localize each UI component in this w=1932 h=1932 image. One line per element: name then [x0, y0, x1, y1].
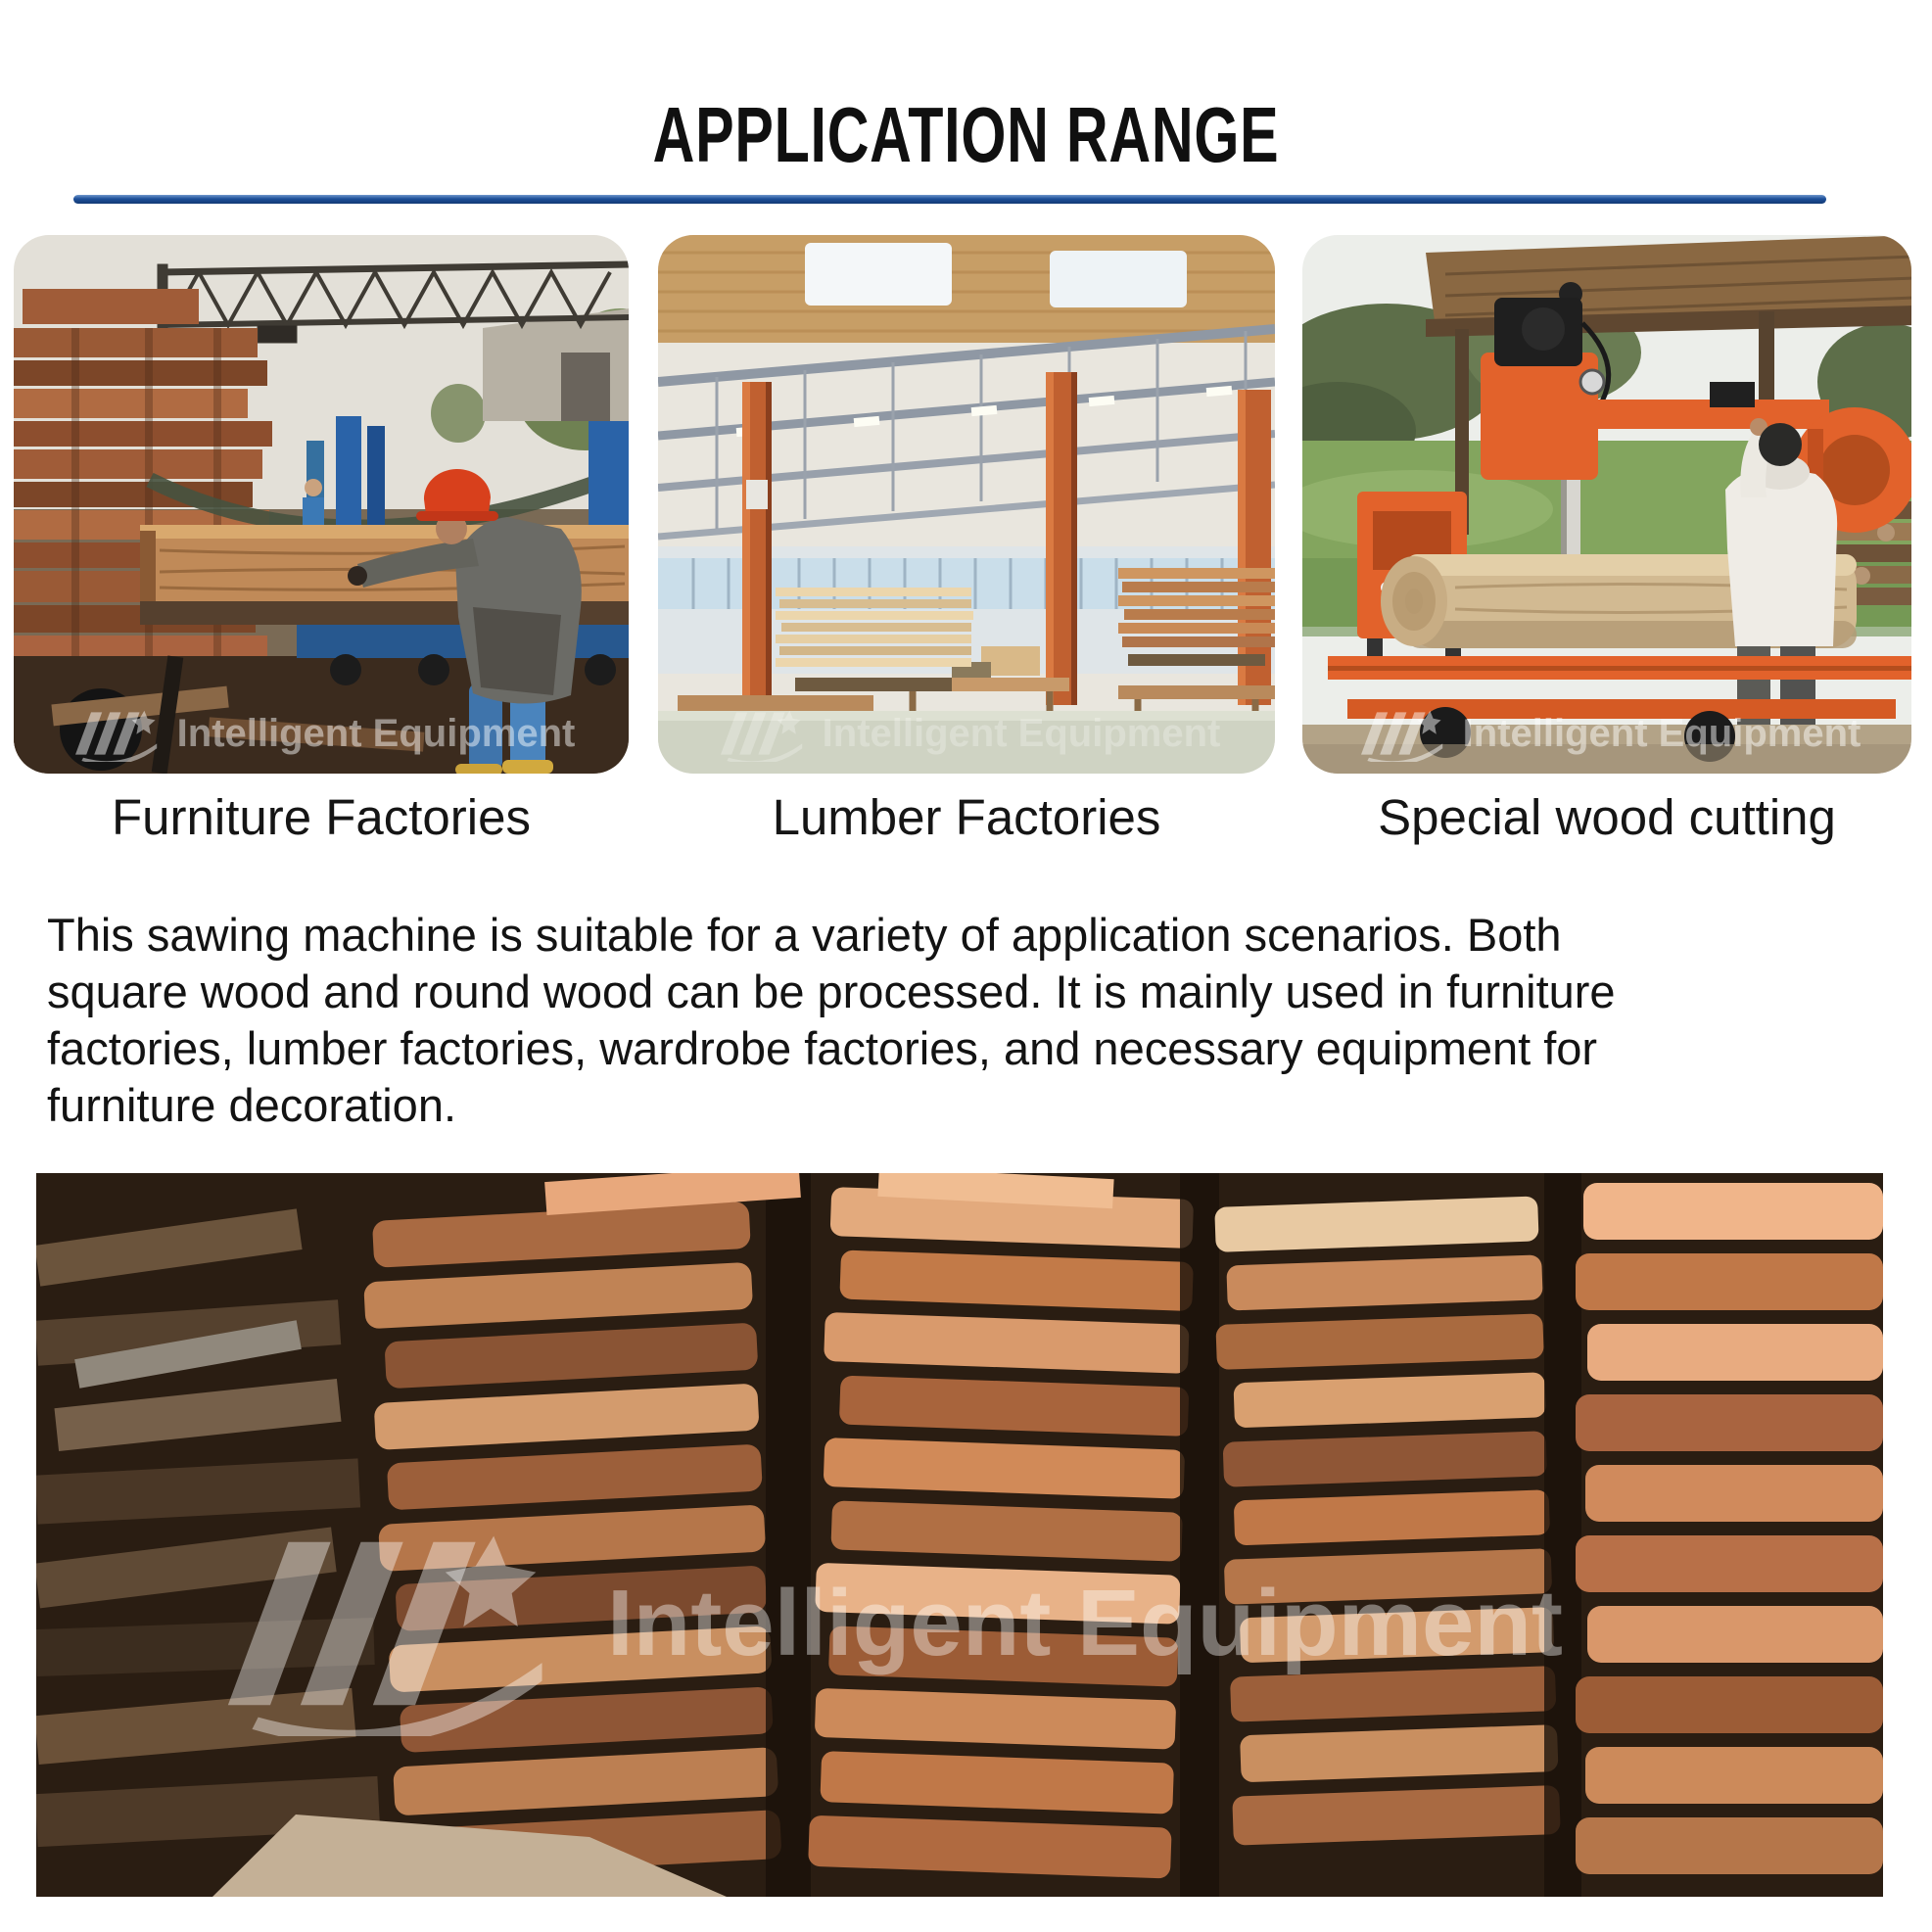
furniture-factory-sawmill-illustration [14, 235, 629, 774]
lumber-factory-interior-illustration [658, 235, 1275, 774]
description-paragraph [47, 907, 1908, 1134]
mill-base-rails [1302, 656, 1911, 774]
photo-stacked-lumber [36, 1173, 1883, 1897]
caption-furniture-factories: Furniture Factories [112, 789, 531, 845]
description-line: factories, lumber factories, wardrobe factories, and necessary equipment for [47, 1022, 1598, 1074]
watermark-text: Intelligent Equipment [1462, 711, 1861, 755]
wood-slat-ceiling [658, 235, 1275, 343]
description-line: This sawing machine is suitable for a variety of application scenarios. Both [47, 909, 1562, 961]
photo-lumber-factories [658, 235, 1275, 774]
photo-furniture-factories [14, 235, 629, 774]
plank-stack-c [1211, 1196, 1562, 1845]
watermark-text: Intelligent Equipment [607, 1571, 1563, 1675]
photo-special-wood-cutting [1302, 235, 1911, 774]
description-line: furniture decoration. [47, 1079, 457, 1131]
caption-special-wood-cutting: Special wood cutting [1378, 789, 1836, 845]
watermark-text: Intelligent Equipment [822, 711, 1221, 755]
watermark-text: Intelligent Equipment [176, 711, 576, 755]
description-line: square wood and round wood can be processed. It is mainly used in furniture [47, 966, 1616, 1017]
plank-stack-b [806, 1187, 1196, 1879]
background-shed [483, 308, 629, 421]
page-title: APPLICATION RANGE [652, 91, 1280, 178]
stacked-lumber-planks-illustration [36, 1173, 1883, 1897]
plank-stack-a [360, 1202, 784, 1879]
portable-sawmill-illustration [1302, 235, 1911, 774]
caption-lumber-factories: Lumber Factories [772, 789, 1161, 845]
title-divider [73, 195, 1826, 204]
